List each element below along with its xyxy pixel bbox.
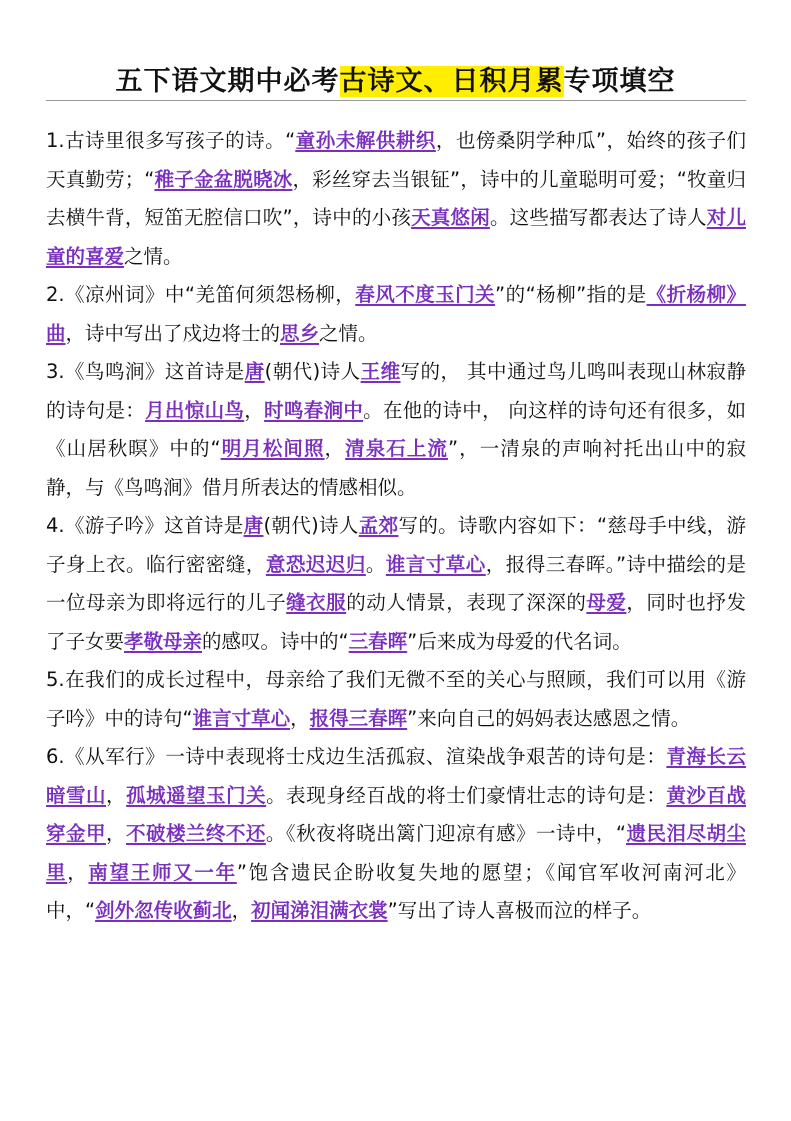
question-3 bbox=[46, 353, 746, 507]
question-text: 4.《游子吟》这首诗是 bbox=[46, 514, 244, 537]
title-prefix: 五下语文期中必考 bbox=[115, 66, 340, 97]
answer-text: 月出惊山鸟 bbox=[145, 398, 245, 422]
question-text: ，报得三春晖。”诗中描绘的是一位母亲为即将远行的儿子 bbox=[46, 552, 746, 614]
answer-text: 缝衣服 bbox=[286, 591, 347, 614]
question-text: ，诗中写出了戍边将士的 bbox=[65, 321, 281, 345]
answer-text: 清泉石上流 bbox=[345, 437, 448, 460]
answer-text: 唐 bbox=[243, 514, 264, 537]
question-text: ， bbox=[324, 437, 346, 460]
question-text: 1.古诗里很多写孩子的诗。“ bbox=[46, 129, 296, 152]
answer-text: 思乡 bbox=[280, 321, 320, 345]
question-text: 。这些描写都表达了诗人 bbox=[489, 206, 707, 229]
answer-text: 对儿童的喜爱 bbox=[46, 206, 746, 268]
answer-text: 王维 bbox=[360, 360, 401, 383]
answer-text: 黄沙百战穿金甲 bbox=[46, 783, 746, 845]
answer-text: 青海长云暗雪山 bbox=[46, 745, 746, 807]
answer-text: 《折杨柳》曲 bbox=[46, 283, 746, 345]
question-text: (朝代)诗人 bbox=[263, 514, 359, 537]
question-text: 2.《凉州词》中“羌笛何须怨杨柳， bbox=[46, 283, 356, 306]
question-text: 之情。 bbox=[319, 321, 378, 345]
answer-text: 谁言寸草心 bbox=[192, 706, 291, 730]
question-text: 。 bbox=[365, 552, 386, 576]
question-6 bbox=[46, 738, 746, 931]
question-text: ， bbox=[106, 783, 127, 807]
question-text: 。在他的诗中， 向这样的诗句还有很多，如《山居秋暝》中的“ bbox=[46, 398, 746, 460]
answer-text: 三春晖 bbox=[348, 629, 408, 653]
title-highlight: 古诗文、日积月累 bbox=[339, 66, 564, 97]
question-text: 。表现身经百战的将士们豪情壮志的诗句是： bbox=[266, 783, 667, 807]
question-4 bbox=[46, 507, 746, 661]
question-text: 的感叹。诗中的“ bbox=[202, 629, 349, 653]
answer-text: 遗民泪尽胡尘里 bbox=[46, 822, 746, 884]
question-text: (朝代)诗人 bbox=[264, 360, 361, 383]
answer-text: 剑外忽传收蓟北 bbox=[95, 899, 232, 922]
answer-text: 天真悠闲 bbox=[411, 206, 490, 229]
question-text: 3.《鸟鸣涧》这首诗是 bbox=[46, 360, 245, 383]
answer-text: 孤城遥望玉门关 bbox=[126, 783, 267, 807]
answer-text: 不破楼兰终不还 bbox=[125, 822, 266, 845]
question-2 bbox=[46, 276, 746, 353]
title-suffix: 专项填空 bbox=[563, 66, 676, 97]
question-1 bbox=[46, 122, 746, 276]
question-text: ”的“杨柳”指的是 bbox=[495, 283, 647, 306]
question-text: ，同时也抒发了子女要 bbox=[46, 591, 746, 653]
question-text: 的动人情景，表现了深深的 bbox=[346, 591, 587, 614]
answer-text: 母爱 bbox=[586, 591, 627, 614]
question-text: ， bbox=[105, 822, 126, 845]
question-text: ， bbox=[244, 398, 265, 422]
answer-text: 唐 bbox=[244, 360, 265, 383]
answer-text: 初闻涕泪满衣裳 bbox=[251, 899, 388, 922]
question-text: ， bbox=[290, 706, 310, 730]
answer-text: 报得三春晖 bbox=[309, 706, 408, 730]
question-text: 5.在我们的成长过程中，母亲给了我们无微不至的关心与照顾，我们可以用《游子吟》中的诗句“ bbox=[46, 668, 746, 730]
question-text: ，彩丝穿去当银钲”，诗中的儿童聪明可爱；“牧童归去横牛背，短笛无腔信口吹”，诗中的小孩 bbox=[46, 167, 746, 229]
answer-text: 谁言寸草心 bbox=[385, 552, 486, 576]
answer-text: 时鸣春涧中 bbox=[264, 398, 364, 422]
question-text: ”写出了诗人喜极而泣的样子。 bbox=[387, 899, 652, 922]
title-divider bbox=[46, 100, 746, 101]
answer-text: 稚子金盆脱晓冰 bbox=[154, 167, 293, 191]
question-text: 6.《从军行》一诗中表现将士戍边生活孤寂、渲染战争艰苦的诗句是： bbox=[46, 745, 667, 768]
question-text: 。《秋夜将晓出篱门迎凉有感》一诗中，“ bbox=[265, 822, 627, 845]
answer-text: 明月松间照 bbox=[220, 437, 325, 460]
question-text: ， bbox=[67, 860, 89, 884]
answer-text: 孟郊 bbox=[358, 514, 399, 537]
question-text: 写的。诗歌内容如下：“慈母手中线，游子身上衣。临行密密缝， bbox=[46, 514, 746, 576]
answer-text: 童孙未解供耕织 bbox=[295, 129, 436, 152]
question-text: 写的， 其中通过鸟儿鸣叫表现山林寂静的诗句是： bbox=[46, 360, 746, 422]
question-text: 之情。 bbox=[124, 244, 183, 268]
question-list bbox=[46, 122, 746, 931]
answer-text: 春风不度玉门关 bbox=[355, 283, 496, 306]
answer-text: 南望王师又一年 bbox=[88, 860, 237, 884]
question-text: ，也傍桑阴学种瓜”，始终的孩子们天真勤劳；“ bbox=[46, 129, 746, 191]
question-text: ”来向自己的妈妈表达感恩之情。 bbox=[407, 706, 691, 730]
question-text: ”，一清泉的声响衬托出山中的寂静，与《鸟鸣涧》借月所表达的情感相似。 bbox=[46, 437, 746, 499]
question-5 bbox=[46, 661, 746, 738]
page-title bbox=[0, 60, 791, 104]
answer-text: 孝敬母亲 bbox=[124, 629, 203, 653]
question-text: ”后来成为母爱的代名词。 bbox=[407, 629, 632, 653]
answer-text: 意恐迟迟归 bbox=[265, 552, 366, 576]
question-text: ”饱含遗民企盼收复失地的愿望；《闻官军收河南河北》中，“ bbox=[46, 860, 746, 922]
question-text: ， bbox=[231, 899, 252, 922]
